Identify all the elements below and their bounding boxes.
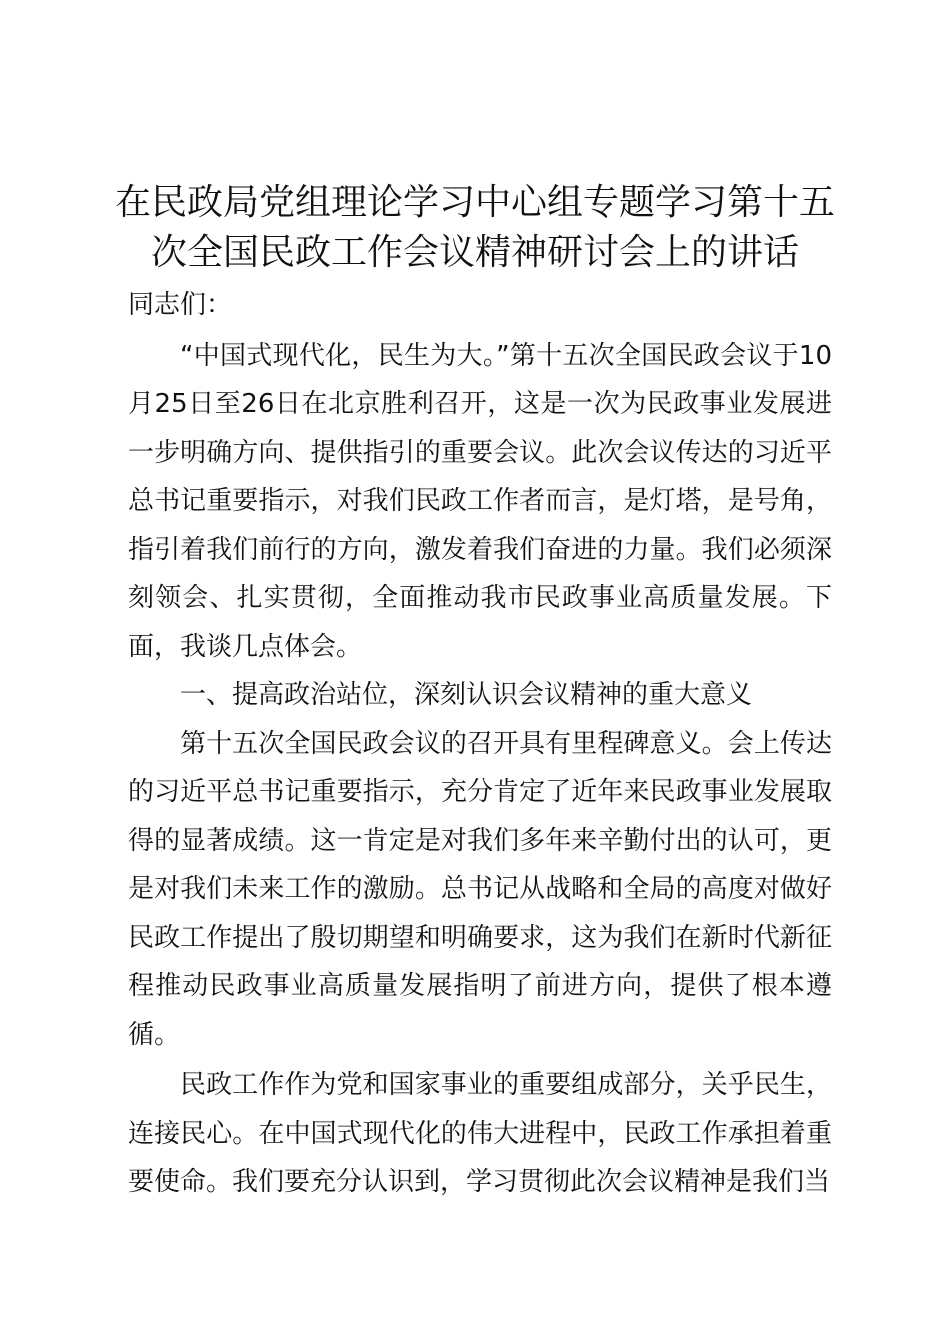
title-line-2: 次全国民政工作会议精神研讨会上的讲话	[150, 232, 799, 273]
paragraph-section1-b: 民政工作作为党和国家事业的重要组成部分，关乎民生，连接民心。在中国式现代化的伟大进程中，民政工作承担着重要使命。我们要充分认识到，学习贯彻此次会议精神是我们当	[128, 1070, 832, 1197]
document-title	[110, 178, 840, 278]
document-body	[128, 281, 832, 1207]
title-line-1: 在民政局党组理论学习中心组专题学习第十五	[114, 182, 835, 223]
paragraph-intro: “中国式现代化，民生为大。”第十五次全国民政会议于10月25日至26日在北京胜利召开，这是一次为民政事业发展进一步明确方向、提供指引的重要会议。此次会议传达的习近平总书记重要指示，对我们民政工作者而言，是灯塔，是号角，指引着我们前行的方向，激发着我们奋进的力量。我们必须深刻领会、扎实贯彻，全面推动我市民政事业高质量发展。下面，我谈几点体会。	[128, 340, 832, 662]
section-heading-1: 一、提高政治站位，深刻认识会议精神的重大意义	[180, 680, 753, 710]
paragraph-section1-a: 第十五次全国民政会议的召开具有里程碑意义。会上传达的习近平总书记重要指示，充分肯定了近年来民政事业发展取得的显著成绩。这一肯定是对我们多年来辛勤付出的认可，更是对我们未来工作的激励。总书记从战略和全局的高度对做好民政工作提出了殷切期望和明确要求，这为我们在新时代新征程推动民政事业高质量发展指明了前进方向，提供了根本遵循。	[128, 728, 832, 1050]
salutation: 同志们：	[128, 290, 233, 320]
